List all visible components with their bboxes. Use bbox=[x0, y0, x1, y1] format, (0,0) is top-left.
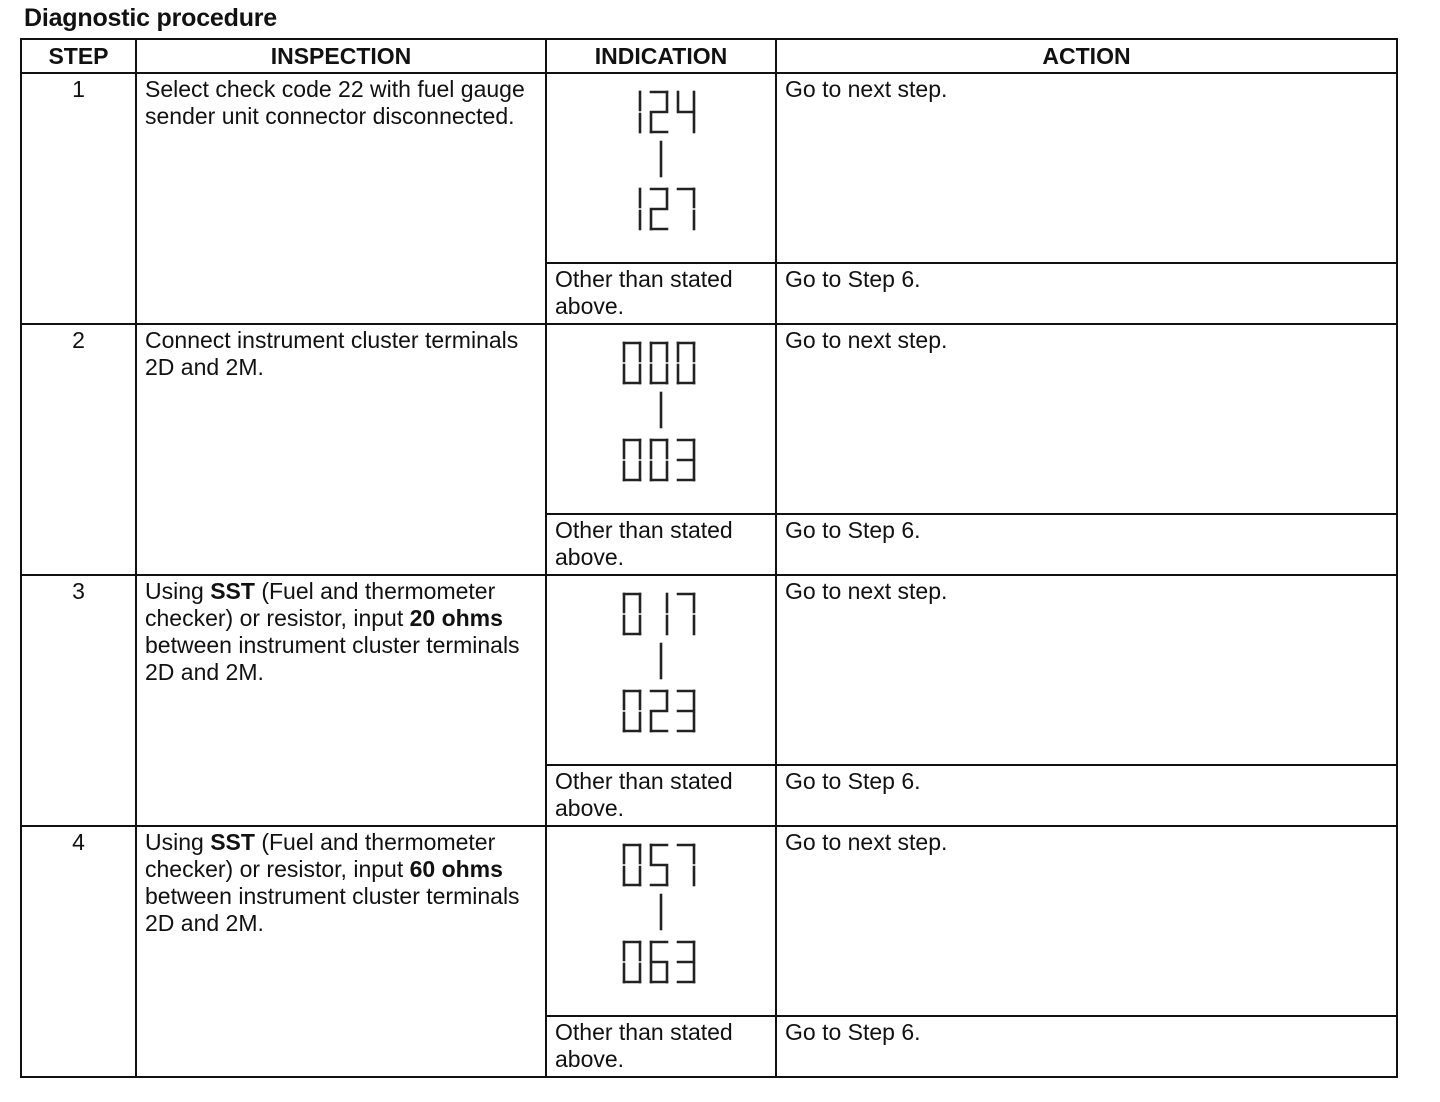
header-indication: INDICATION bbox=[546, 39, 776, 73]
step-number: 2 bbox=[21, 324, 136, 575]
header-inspection: INSPECTION bbox=[136, 39, 546, 73]
inspection-fragment: Using bbox=[145, 577, 211, 604]
inspection-text bbox=[136, 826, 546, 1077]
inspection-text bbox=[136, 324, 546, 575]
inspection-text bbox=[136, 73, 546, 324]
lcd-display-range bbox=[616, 84, 706, 239]
action-ok: Go to next step. bbox=[776, 575, 1397, 765]
indication-display bbox=[546, 575, 776, 765]
table-row bbox=[21, 826, 1397, 1016]
action-other: Go to Step 6. bbox=[776, 1016, 1397, 1077]
inspection-emphasis: SST bbox=[210, 577, 255, 604]
indication-other: Other than stated above. bbox=[546, 263, 776, 324]
lcd-reading-to bbox=[624, 942, 694, 982]
indication-other: Other than stated above. bbox=[546, 514, 776, 575]
inspection-fragment: (Fuel and thermometer checker) or resistor, input bbox=[145, 577, 496, 631]
inspection-emphasis: 20 ohms bbox=[409, 604, 503, 631]
table-row bbox=[21, 324, 1397, 514]
inspection-text bbox=[136, 575, 546, 826]
lcd-reading-from bbox=[624, 845, 694, 885]
page-title: Diagnostic procedure bbox=[24, 4, 277, 32]
table-row bbox=[21, 73, 1397, 263]
diagnostic-procedure-table bbox=[20, 38, 1398, 1078]
inspection-fragment: between instrument cluster terminals 2D and 2M. bbox=[145, 631, 520, 685]
table-row bbox=[21, 575, 1397, 765]
action-ok: Go to next step. bbox=[776, 73, 1397, 263]
inspection-fragment: Select check code 22 with fuel gauge sender unit connector disconnected. bbox=[145, 76, 525, 129]
lcd-display-range bbox=[616, 586, 706, 741]
header-step: STEP bbox=[21, 39, 136, 73]
inspection-fragment: Using bbox=[145, 828, 211, 855]
lcd-display-range bbox=[616, 335, 706, 490]
action-other: Go to Step 6. bbox=[776, 263, 1397, 324]
indication-other: Other than stated above. bbox=[546, 1016, 776, 1077]
step-number: 1 bbox=[21, 73, 136, 324]
step-number: 3 bbox=[21, 575, 136, 826]
lcd-reading-from bbox=[624, 594, 694, 634]
indication-other: Other than stated above. bbox=[546, 765, 776, 826]
indication-display bbox=[546, 73, 776, 263]
indication-display bbox=[546, 324, 776, 514]
action-ok: Go to next step. bbox=[776, 324, 1397, 514]
inspection-emphasis: 60 ohms bbox=[409, 855, 503, 882]
lcd-reading-to bbox=[640, 189, 694, 229]
inspection-fragment: between instrument cluster terminals 2D and 2M. bbox=[145, 882, 520, 936]
action-other: Go to Step 6. bbox=[776, 765, 1397, 826]
table-header-row bbox=[21, 39, 1397, 73]
step-number: 4 bbox=[21, 826, 136, 1077]
lcd-reading-to bbox=[624, 440, 694, 480]
header-action: ACTION bbox=[776, 39, 1397, 73]
lcd-reading-to bbox=[624, 691, 694, 731]
indication-display bbox=[546, 826, 776, 1016]
inspection-emphasis: SST bbox=[210, 828, 255, 855]
table-body bbox=[21, 73, 1397, 1077]
inspection-fragment: (Fuel and thermometer checker) or resistor, input bbox=[145, 828, 496, 882]
action-ok: Go to next step. bbox=[776, 826, 1397, 1016]
lcd-reading-from bbox=[624, 343, 694, 383]
action-other: Go to Step 6. bbox=[776, 514, 1397, 575]
inspection-fragment: Connect instrument cluster terminals 2D and 2M. bbox=[145, 326, 519, 380]
lcd-reading-from bbox=[640, 92, 694, 132]
lcd-display-range bbox=[616, 837, 706, 992]
